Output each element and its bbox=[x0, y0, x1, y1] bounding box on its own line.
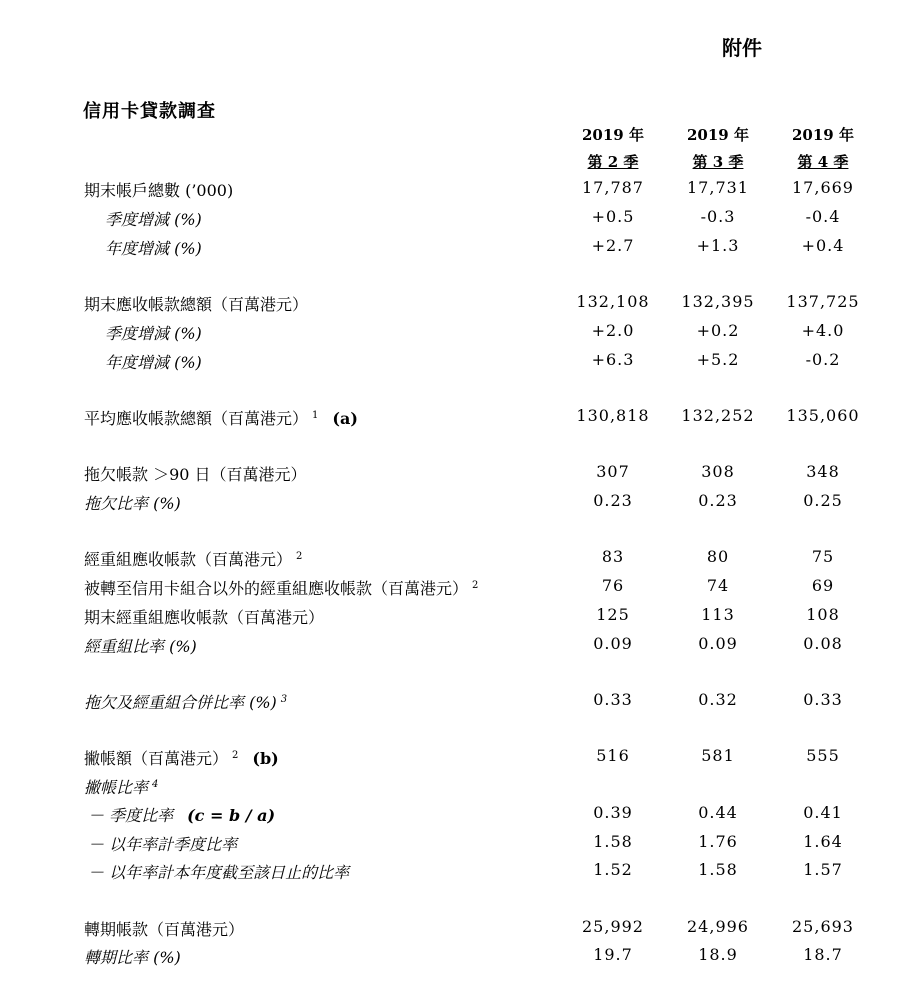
cell-value: 19.7 bbox=[593, 945, 633, 964]
cell-value: -0.3 bbox=[700, 207, 736, 226]
cell-value: 555 bbox=[806, 746, 840, 765]
row-label: 季度增減 (%) bbox=[105, 324, 202, 343]
row-label: 經重組比率 (%) bbox=[84, 637, 197, 656]
cell-value: 0.08 bbox=[803, 634, 843, 653]
column-year: 2019 年 bbox=[582, 126, 644, 144]
table-row bbox=[0, 491, 902, 517]
table-row bbox=[0, 634, 902, 660]
cell-value: 80 bbox=[706, 547, 730, 566]
column-quarter: 第 4 季 bbox=[797, 153, 849, 171]
cell-value: +6.3 bbox=[591, 350, 635, 369]
row-label bbox=[84, 547, 302, 570]
cell-value: 348 bbox=[806, 462, 840, 481]
column-quarter: 第 2 季 bbox=[587, 153, 639, 171]
column-header-q3 bbox=[673, 122, 763, 176]
cell-value: -0.4 bbox=[805, 207, 841, 226]
cell-value: 69 bbox=[811, 576, 835, 595]
footnote-marker: 2 bbox=[232, 750, 239, 761]
table-row bbox=[0, 860, 902, 886]
cell-value: 130,818 bbox=[576, 406, 650, 425]
row-label bbox=[88, 803, 275, 826]
row-label: 拖欠比率 (%) bbox=[84, 494, 181, 513]
cell-value: 308 bbox=[701, 462, 735, 481]
column-header-q2 bbox=[568, 122, 658, 176]
table-row bbox=[0, 605, 902, 631]
cell-value: -0.2 bbox=[805, 350, 841, 369]
cell-value: +0.5 bbox=[591, 207, 635, 226]
cell-value: 1.76 bbox=[698, 832, 738, 851]
row-label: － 以年率計季度比率 bbox=[88, 835, 238, 854]
table-row bbox=[0, 832, 902, 858]
cell-value: 1.64 bbox=[803, 832, 843, 851]
table-row bbox=[0, 803, 902, 829]
row-label-text: 拖欠及經重組合併比率 (%) bbox=[84, 693, 277, 712]
cell-value: 25,693 bbox=[792, 917, 854, 936]
cell-value: 76 bbox=[601, 576, 625, 595]
table-row bbox=[0, 462, 902, 488]
row-label bbox=[84, 576, 478, 599]
cell-value: 0.23 bbox=[593, 491, 633, 510]
footnote-marker: 2 bbox=[472, 580, 479, 591]
cell-value: +4.0 bbox=[801, 321, 845, 340]
table-row bbox=[0, 547, 902, 573]
cell-value: 1.57 bbox=[803, 860, 843, 879]
row-label-text: 被轉至信用卡組合以外的經重組應收帳款（百萬港元） bbox=[84, 579, 469, 598]
table-row bbox=[0, 690, 902, 716]
row-tag: (c = b / a) bbox=[187, 806, 276, 825]
table-row bbox=[0, 321, 902, 347]
table-row bbox=[0, 746, 902, 772]
cell-value: 137,725 bbox=[786, 292, 860, 311]
row-label-text: 經重組應收帳款（百萬港元） bbox=[84, 550, 293, 569]
cell-value: 132,395 bbox=[681, 292, 755, 311]
page-title: 信用卡貸款調查 bbox=[83, 101, 216, 122]
row-label: 年度增減 (%) bbox=[105, 353, 202, 372]
cell-value: 25,992 bbox=[582, 917, 644, 936]
cell-value: +0.2 bbox=[696, 321, 740, 340]
cell-value: 132,108 bbox=[576, 292, 650, 311]
cell-value: 516 bbox=[596, 746, 630, 765]
cell-value: 0.44 bbox=[698, 803, 738, 822]
row-label: 轉期帳款（百萬港元） bbox=[84, 920, 245, 939]
table-row bbox=[0, 917, 902, 943]
cell-value: +5.2 bbox=[696, 350, 740, 369]
row-label: 季度增減 (%) bbox=[105, 210, 202, 229]
table-row bbox=[0, 406, 902, 432]
table-row bbox=[0, 945, 902, 971]
cell-value: 0.25 bbox=[803, 491, 843, 510]
cell-value: 581 bbox=[701, 746, 735, 765]
cell-value: 0.33 bbox=[593, 690, 633, 709]
row-label-text: 撇帳比率 bbox=[84, 778, 149, 797]
cell-value: +1.3 bbox=[696, 236, 740, 255]
cell-value: 0.41 bbox=[803, 803, 843, 822]
column-quarter: 第 3 季 bbox=[692, 153, 744, 171]
cell-value: 17,669 bbox=[792, 178, 854, 197]
table-row bbox=[0, 576, 902, 602]
cell-value: 135,060 bbox=[786, 406, 860, 425]
cell-value: 24,996 bbox=[687, 917, 749, 936]
cell-value: 132,252 bbox=[681, 406, 755, 425]
row-label: 拖欠帳款 ＞90 日（百萬港元） bbox=[84, 465, 307, 484]
cell-value: 125 bbox=[596, 605, 630, 624]
table-row bbox=[0, 292, 902, 318]
cell-value: +0.4 bbox=[801, 236, 845, 255]
cell-value: 1.58 bbox=[593, 832, 633, 851]
row-label: 年度增減 (%) bbox=[105, 239, 202, 258]
row-label-text: 平均應收帳款總額（百萬港元） bbox=[84, 409, 309, 428]
cell-value: +2.7 bbox=[591, 236, 635, 255]
cell-value: 0.09 bbox=[593, 634, 633, 653]
cell-value: 17,731 bbox=[687, 178, 749, 197]
cell-value: 0.09 bbox=[698, 634, 738, 653]
row-label bbox=[84, 406, 358, 429]
row-label: 轉期比率 (%) bbox=[84, 948, 181, 967]
cell-value: 307 bbox=[596, 462, 630, 481]
cell-value: 18.9 bbox=[698, 945, 738, 964]
footnote-marker: 4 bbox=[152, 779, 159, 790]
row-tag: (a) bbox=[332, 409, 358, 428]
table-row bbox=[0, 350, 902, 376]
row-label: 期末經重組應收帳款（百萬港元） bbox=[84, 608, 325, 627]
column-header-q4 bbox=[778, 122, 868, 176]
cell-value: 1.52 bbox=[593, 860, 633, 879]
row-label: － 以年率計本年度截至該日止的比率 bbox=[88, 863, 350, 882]
footnote-marker: 3 bbox=[280, 694, 288, 705]
cell-value: 74 bbox=[706, 576, 730, 595]
cell-value: 108 bbox=[806, 605, 840, 624]
cell-value: 18.7 bbox=[803, 945, 843, 964]
table-row bbox=[0, 207, 902, 233]
footnote-marker: 1 bbox=[312, 410, 319, 421]
table-row bbox=[0, 775, 902, 801]
cell-value: 0.33 bbox=[803, 690, 843, 709]
row-label bbox=[84, 775, 158, 798]
row-label-text: 撇帳額（百萬港元） bbox=[84, 749, 229, 768]
footnote-marker: 2 bbox=[296, 551, 303, 562]
row-label-text: － 季度比率 bbox=[88, 806, 174, 825]
cell-value: 113 bbox=[701, 605, 735, 624]
cell-value: 17,787 bbox=[582, 178, 644, 197]
cell-value: 75 bbox=[811, 547, 835, 566]
row-label: 期末應收帳款總額（百萬港元） bbox=[84, 295, 309, 314]
cell-value: +2.0 bbox=[591, 321, 635, 340]
row-label: 期末帳戶總數 (’000) bbox=[84, 181, 234, 200]
row-tag: (b) bbox=[252, 749, 279, 768]
annex-label: 附件 bbox=[722, 36, 762, 60]
cell-value: 1.58 bbox=[698, 860, 738, 879]
cell-value: 0.23 bbox=[698, 491, 738, 510]
column-year: 2019 年 bbox=[687, 126, 749, 144]
table-row bbox=[0, 236, 902, 262]
table-row bbox=[0, 178, 902, 204]
cell-value: 83 bbox=[601, 547, 625, 566]
cell-value: 0.39 bbox=[593, 803, 633, 822]
row-label bbox=[84, 690, 287, 713]
column-year: 2019 年 bbox=[792, 126, 854, 144]
row-label bbox=[84, 746, 279, 769]
cell-value: 0.32 bbox=[698, 690, 738, 709]
